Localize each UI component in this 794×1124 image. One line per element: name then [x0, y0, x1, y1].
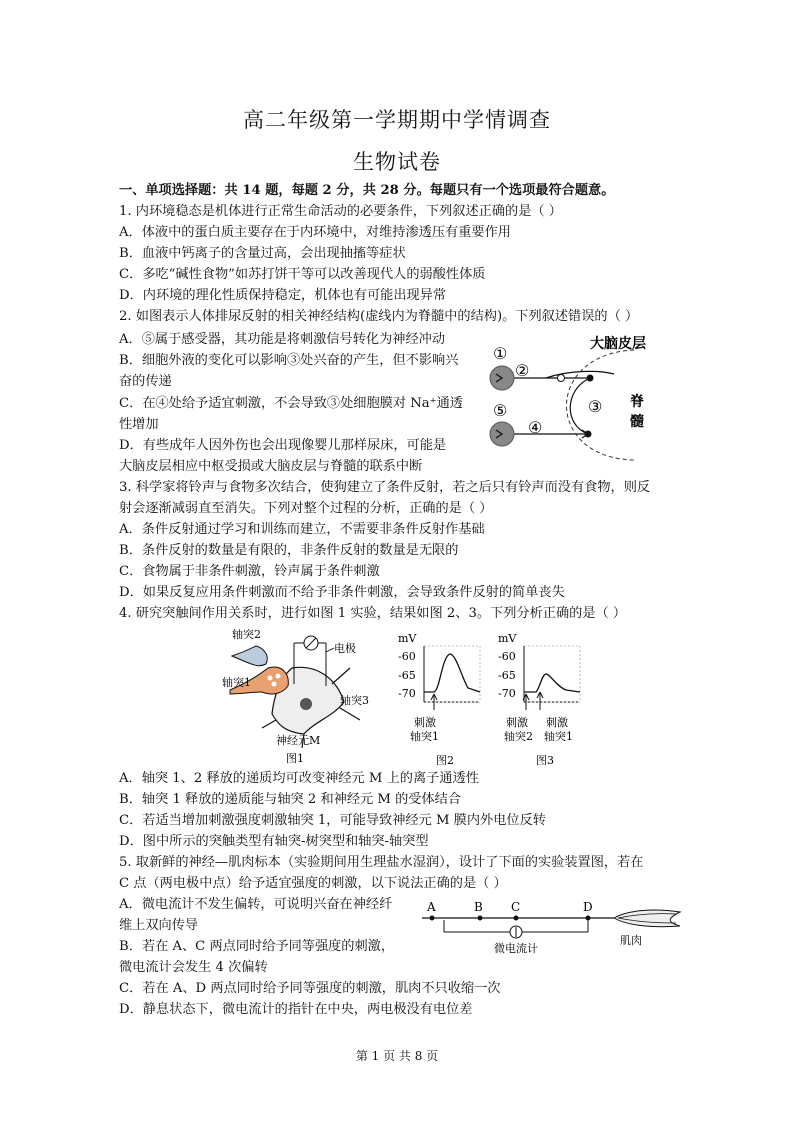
fig3-unit: mV — [498, 632, 517, 645]
q2-option-c-cont: 性增加 — [119, 417, 159, 432]
q3-option-a: A．条件反射通过学习和训练而建立，不需要非条件反射作基础 — [119, 522, 485, 537]
q5-option-d: D．静息状态下，微电流计的指针在中央，两电极没有电位差 — [119, 1002, 473, 1017]
neuron-m-nucleus — [300, 698, 312, 710]
q5-stem: 5. 取新鲜的神经—肌肉标本（实验期间用生理盐水湿润），设计了下面的实验装置图，若在 — [119, 855, 644, 870]
q4-option-c: C．若适当增加刺激强度刺激轴突 1，可能导致神经元 M 膜内外电位反转 — [119, 813, 546, 828]
label-2: ② — [515, 361, 530, 380]
fig2-tick-70: -70 — [398, 687, 416, 700]
point-a — [430, 916, 435, 921]
point-d — [586, 916, 591, 921]
fig2-axon-label: 轴突1 — [410, 730, 439, 743]
fig3-stim-a-label: 刺激 — [506, 716, 528, 729]
q3-option-d: D．如果反复应用条件刺激而不给予非条件刺激，会导致条件反射的简单丧失 — [119, 585, 565, 600]
q2-option-b: B．细胞外液的变化可以影响③处兴奋的产生，但不影响兴 — [119, 353, 459, 368]
label-spine-1: 脊 — [630, 394, 644, 410]
fig3-curve — [524, 674, 580, 692]
fig3-tick-65: -65 — [498, 669, 516, 682]
nerve-muscle-setup — [418, 896, 688, 958]
q1-option-d: D．内环境的理化性质保持稳定，机体也有可能出现异常 — [119, 288, 447, 303]
label-5: ⑤ — [493, 401, 508, 420]
q2-stem: 2. 如图表示人体排尿反射的相关神经结构(虚线内为脊髓中的结构)。下列叙述错误的（ ） — [119, 309, 639, 324]
q2-option-b-cont: 奋的传递 — [119, 374, 172, 389]
fig3-tick-70: -70 — [498, 687, 516, 700]
fig2-tick-60: -60 — [398, 650, 416, 663]
synapse-dot-upper — [587, 375, 594, 382]
page-title: 高二年级第一学期期中学情调查 — [243, 108, 551, 132]
label-neuron-m: 神经元M — [276, 734, 321, 747]
synapse-open-dot — [558, 375, 565, 382]
fig3-axon-b-label: 轴突1 — [544, 730, 573, 743]
q1-option-a: A．体液中的蛋白质主要存在于内环境中，对维持渗透压有重要作用 — [119, 225, 511, 240]
q4-option-b: B．轴突 1 释放的递质能与轴突 2 和神经元 M 的受体结合 — [119, 792, 462, 807]
fig2-curve — [424, 654, 480, 692]
q3-stem: 3. 科学家将铃声与食物多次结合，使狗建立了条件反射，若之后只有铃声而没有食物，则反 — [119, 480, 651, 495]
fig2-unit: mV — [398, 632, 417, 645]
fig3-tick-60: -60 — [498, 650, 516, 663]
q5-option-a: A．微电流计不发生偏转，可说明兴奋在神经纤 — [119, 897, 393, 912]
q4-option-a: A．轴突 1、2 释放的递质均可改变神经元 M 上的离子通透性 — [119, 771, 479, 786]
q5-option-b: B．若在 A、C 两点同时给予同等强度的刺激， — [119, 939, 395, 954]
q3-stem-cont: 射会逐渐减弱直至消失。下列对整个过程的分析，正确的是（ ） — [119, 501, 493, 516]
muscle-shape — [614, 910, 680, 927]
q2-option-a: A．⑤属于感受器，其功能是将刺激信号转化为神经冲动 — [119, 332, 446, 347]
q1-stem: 1. 内环境稳态是机体进行正常生命活动的必要条件，下列叙述正确的是（ ） — [119, 204, 562, 219]
label-a: A — [427, 900, 436, 914]
q2-option-c: C．在④处给予适宜刺激，不会导致③处细胞膜对 Na⁺通透 — [119, 396, 463, 411]
fig3-stim-b-label: 刺激 — [546, 716, 568, 729]
q5-option-a-cont: 维上双向传导 — [119, 918, 199, 933]
q3-option-b: B．条件反射的数量是有限的，非条件反射的数量是无限的 — [119, 543, 459, 558]
fig2-stim-label: 刺激 — [414, 716, 436, 729]
label-axon-1: 轴突1 — [222, 676, 251, 689]
q2-option-d-cont: 大脑皮层相应中枢受损或大脑皮层与脊髓的联系中断 — [119, 459, 423, 474]
q5-stem-cont: C 点（两电极中点）给予适宜强度的刺激，以下说法正确的是（ ） — [119, 876, 507, 891]
q4-option-d: D．图中所示的突触类型有轴突-树突型和轴突-轴突型 — [119, 834, 429, 849]
point-c — [514, 916, 519, 921]
synapse-figure-1 — [222, 624, 369, 766]
potential-graph-fig3 — [496, 630, 596, 768]
section-heading: 一、单项选择题：共 14 题，每题 2 分，共 28 分。每题只有一个选项最符合题意。 — [119, 183, 615, 198]
caption-fig2: 图2 — [436, 754, 454, 767]
label-meter: 微电流计 — [494, 942, 538, 955]
reflex-arc-diagram — [484, 330, 664, 466]
label-axon-2: 轴突2 — [232, 628, 261, 641]
fig2-tick-65: -65 — [398, 669, 416, 682]
potential-graph-fig2 — [396, 630, 496, 768]
label-spine-2: 髓 — [630, 414, 644, 430]
label-b: B — [474, 900, 483, 914]
q3-option-c: C．食物属于非条件刺激，铃声属于条件刺激 — [119, 564, 380, 579]
label-d: D — [583, 900, 593, 914]
q5-option-b-cont: 微电流计会发生 4 次偏转 — [119, 960, 268, 975]
point-b — [478, 916, 483, 921]
label-cortex: 大脑皮层 — [590, 336, 646, 352]
caption-fig3: 图3 — [536, 754, 554, 767]
fig3-axon-a-label: 轴突2 — [504, 730, 533, 743]
label-4: ④ — [528, 418, 543, 437]
label-muscle: 肌肉 — [620, 934, 642, 947]
caption-fig1: 图1 — [286, 752, 304, 765]
page-footer: 第 1 页 共 8 页 — [355, 1049, 439, 1063]
q4-stem: 4. 研究突触间作用关系时，进行如图 1 实验，结果如图 2、3。下列分析正确的是（ ） — [119, 606, 627, 621]
label-axon-3: 轴突3 — [340, 694, 369, 707]
page-subtitle: 生物试卷 — [353, 150, 441, 174]
q1-option-b: B．血液中钙离子的含量过高，会出现抽搐等症状 — [119, 246, 406, 261]
label-1: ① — [493, 344, 508, 363]
q5-option-c: C．若在 A、D 两点同时给予同等强度的刺激，肌肉不只收缩一次 — [119, 981, 501, 996]
label-c: C — [511, 900, 521, 914]
label-3: ③ — [588, 397, 603, 416]
q2-option-d: D．有些成年人因外伤也会出现像婴儿那样尿床，可能是 — [119, 438, 447, 453]
label-electrode: 电极 — [334, 642, 356, 655]
q1-option-c: C．多吃“碱性食物”如苏打饼干等可以改善现代人的弱酸性体质 — [119, 267, 486, 282]
axon-2-terminal — [232, 646, 267, 666]
synapse-dot-lower — [585, 431, 592, 438]
